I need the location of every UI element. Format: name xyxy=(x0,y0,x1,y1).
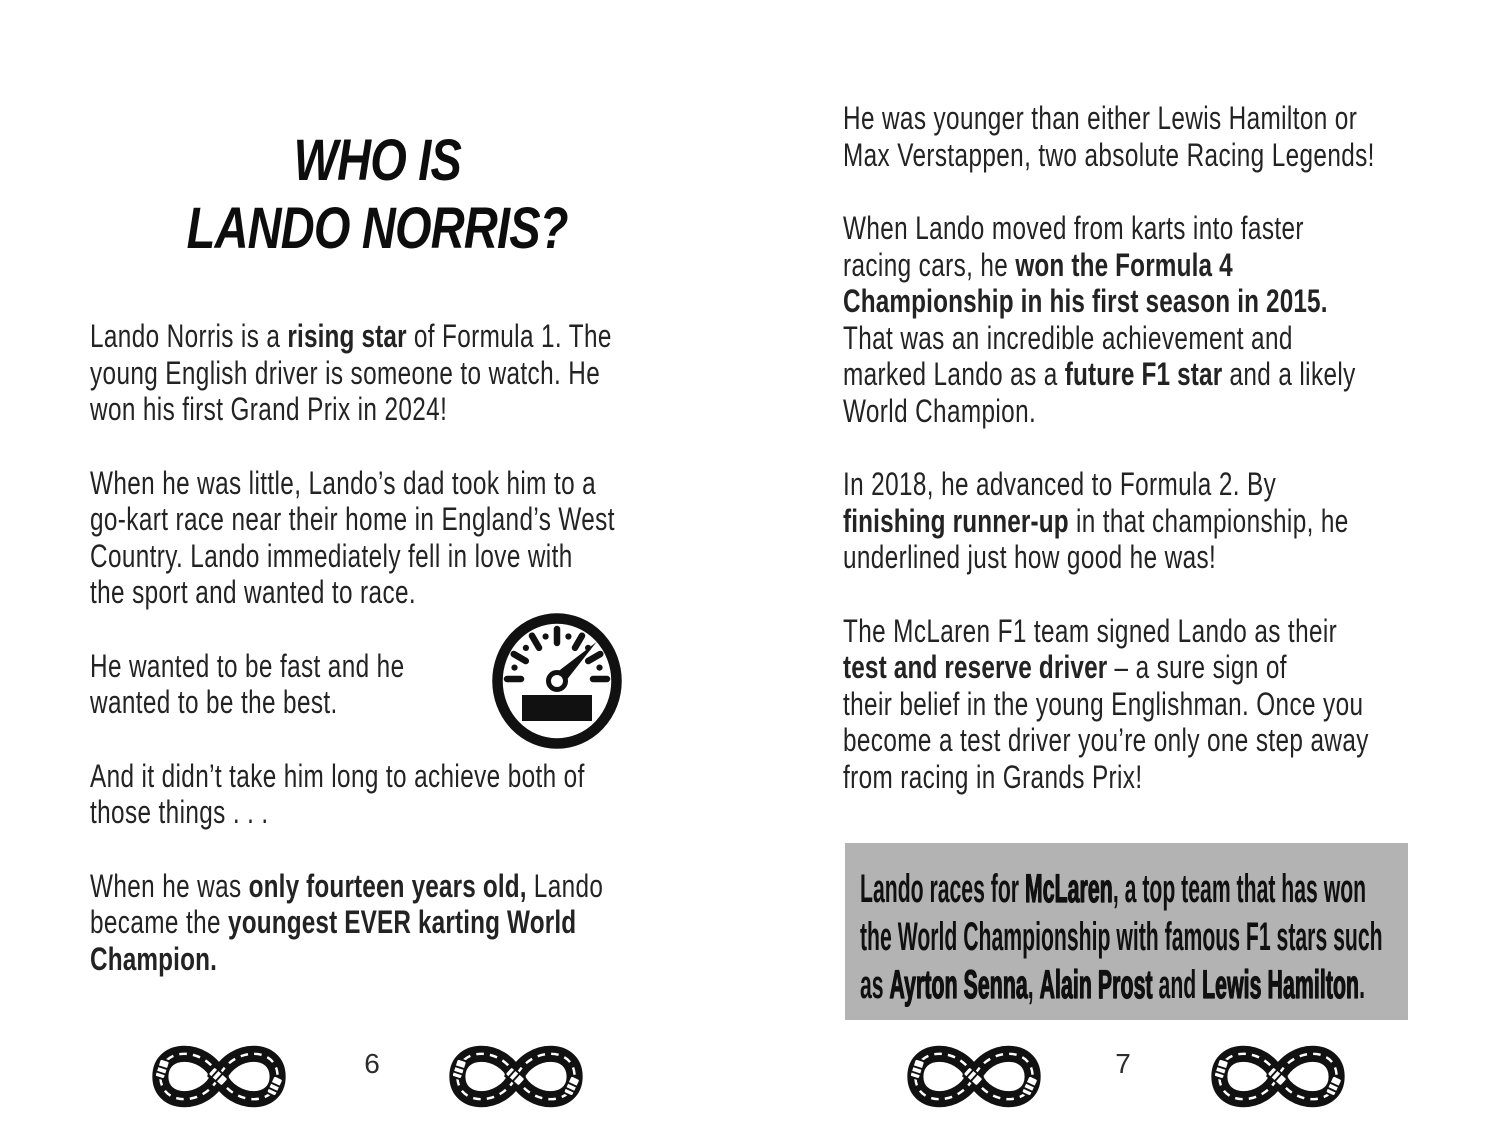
paragraph xyxy=(90,758,710,831)
text-line: Country. Lando immediately fell in love with xyxy=(90,537,573,574)
text-line: those things . . . xyxy=(90,794,269,830)
text-line: the World Championship with famous F1 stars such xyxy=(860,915,1383,959)
text-line: And it didn’t take him long to achieve both of xyxy=(90,757,585,794)
paragraph xyxy=(843,210,1463,429)
paragraph xyxy=(90,318,710,428)
race-track-icon xyxy=(903,1033,1045,1120)
text-line: In 2018, he advanced to Formula 2. By xyxy=(843,466,1277,502)
text-line: go-kart race near their home in England’s West xyxy=(90,501,615,537)
text-line: That was an incredible achievement and xyxy=(843,319,1293,356)
text-line: Champion. xyxy=(90,940,218,977)
text-line: racing cars, he won the Formula 4 xyxy=(843,246,1233,283)
text-line: He was younger than either Lewis Hamilton or xyxy=(843,100,1358,136)
race-track-icon xyxy=(1207,1033,1349,1120)
text-line: their belief in the young Englishman. Once you xyxy=(843,685,1364,722)
race-track-icon xyxy=(148,1033,290,1120)
paragraph xyxy=(90,868,710,978)
text-line: became the youngest EVER karting World xyxy=(90,904,577,940)
text-line: The McLaren F1 team signed Lando as their xyxy=(843,612,1338,649)
text-line: finishing runner-up in that championship, he xyxy=(843,502,1349,539)
text-line: He wanted to be fast and he xyxy=(90,647,405,684)
text-line: young English driver is someone to watch. He xyxy=(90,354,601,391)
speedometer-icon xyxy=(490,611,624,751)
text-line: Lando Norris is a rising star of Formula 1. The xyxy=(90,318,612,354)
text-line: marked Lando as a future F1 star and a likely xyxy=(843,356,1356,392)
paragraph xyxy=(843,466,1463,576)
text-line: won his first Grand Prix in 2024! xyxy=(90,391,448,427)
page-number-right: 7 xyxy=(1115,1048,1131,1079)
text-line: World Champion. xyxy=(843,392,1037,429)
right-body-text xyxy=(843,100,1463,832)
paragraph xyxy=(90,465,710,611)
text-line: as Ayrton Senna, Alain Prost and Lewis Hamilton. xyxy=(860,963,1365,1007)
text-line: underlined just how good he was! xyxy=(843,539,1217,575)
text-line: wanted to be the best. xyxy=(90,684,338,720)
text-line: Championship in his first season in 2015. xyxy=(843,283,1328,319)
text-line: Max Verstappen, two absolute Racing Legends! xyxy=(843,136,1375,173)
fact-callout-box xyxy=(845,843,1408,1020)
text-line: When he was little, Lando’s dad took him to a xyxy=(90,464,597,501)
page-number-left: 6 xyxy=(364,1048,380,1079)
page-title xyxy=(90,127,665,263)
race-track-icon xyxy=(445,1033,587,1120)
text-line: become a test driver you’re only one step away xyxy=(843,722,1369,758)
text-line: the sport and wanted to race. xyxy=(90,574,417,610)
paragraph xyxy=(843,100,1463,173)
title-line-1: WHO IS xyxy=(293,128,462,194)
text-line: When he was only fourteen years old, Lando xyxy=(90,867,604,904)
title-line-2: LANDO NORRIS? xyxy=(187,196,568,262)
text-line: from racing in Grands Prix! xyxy=(843,758,1143,795)
text-line: When Lando moved from karts into faster xyxy=(843,210,1304,246)
text-line: Lando races for McLaren, a top team that has won xyxy=(860,867,1367,911)
text-line: test and reserve driver – a sure sign of xyxy=(843,649,1287,685)
paragraph xyxy=(843,613,1463,796)
